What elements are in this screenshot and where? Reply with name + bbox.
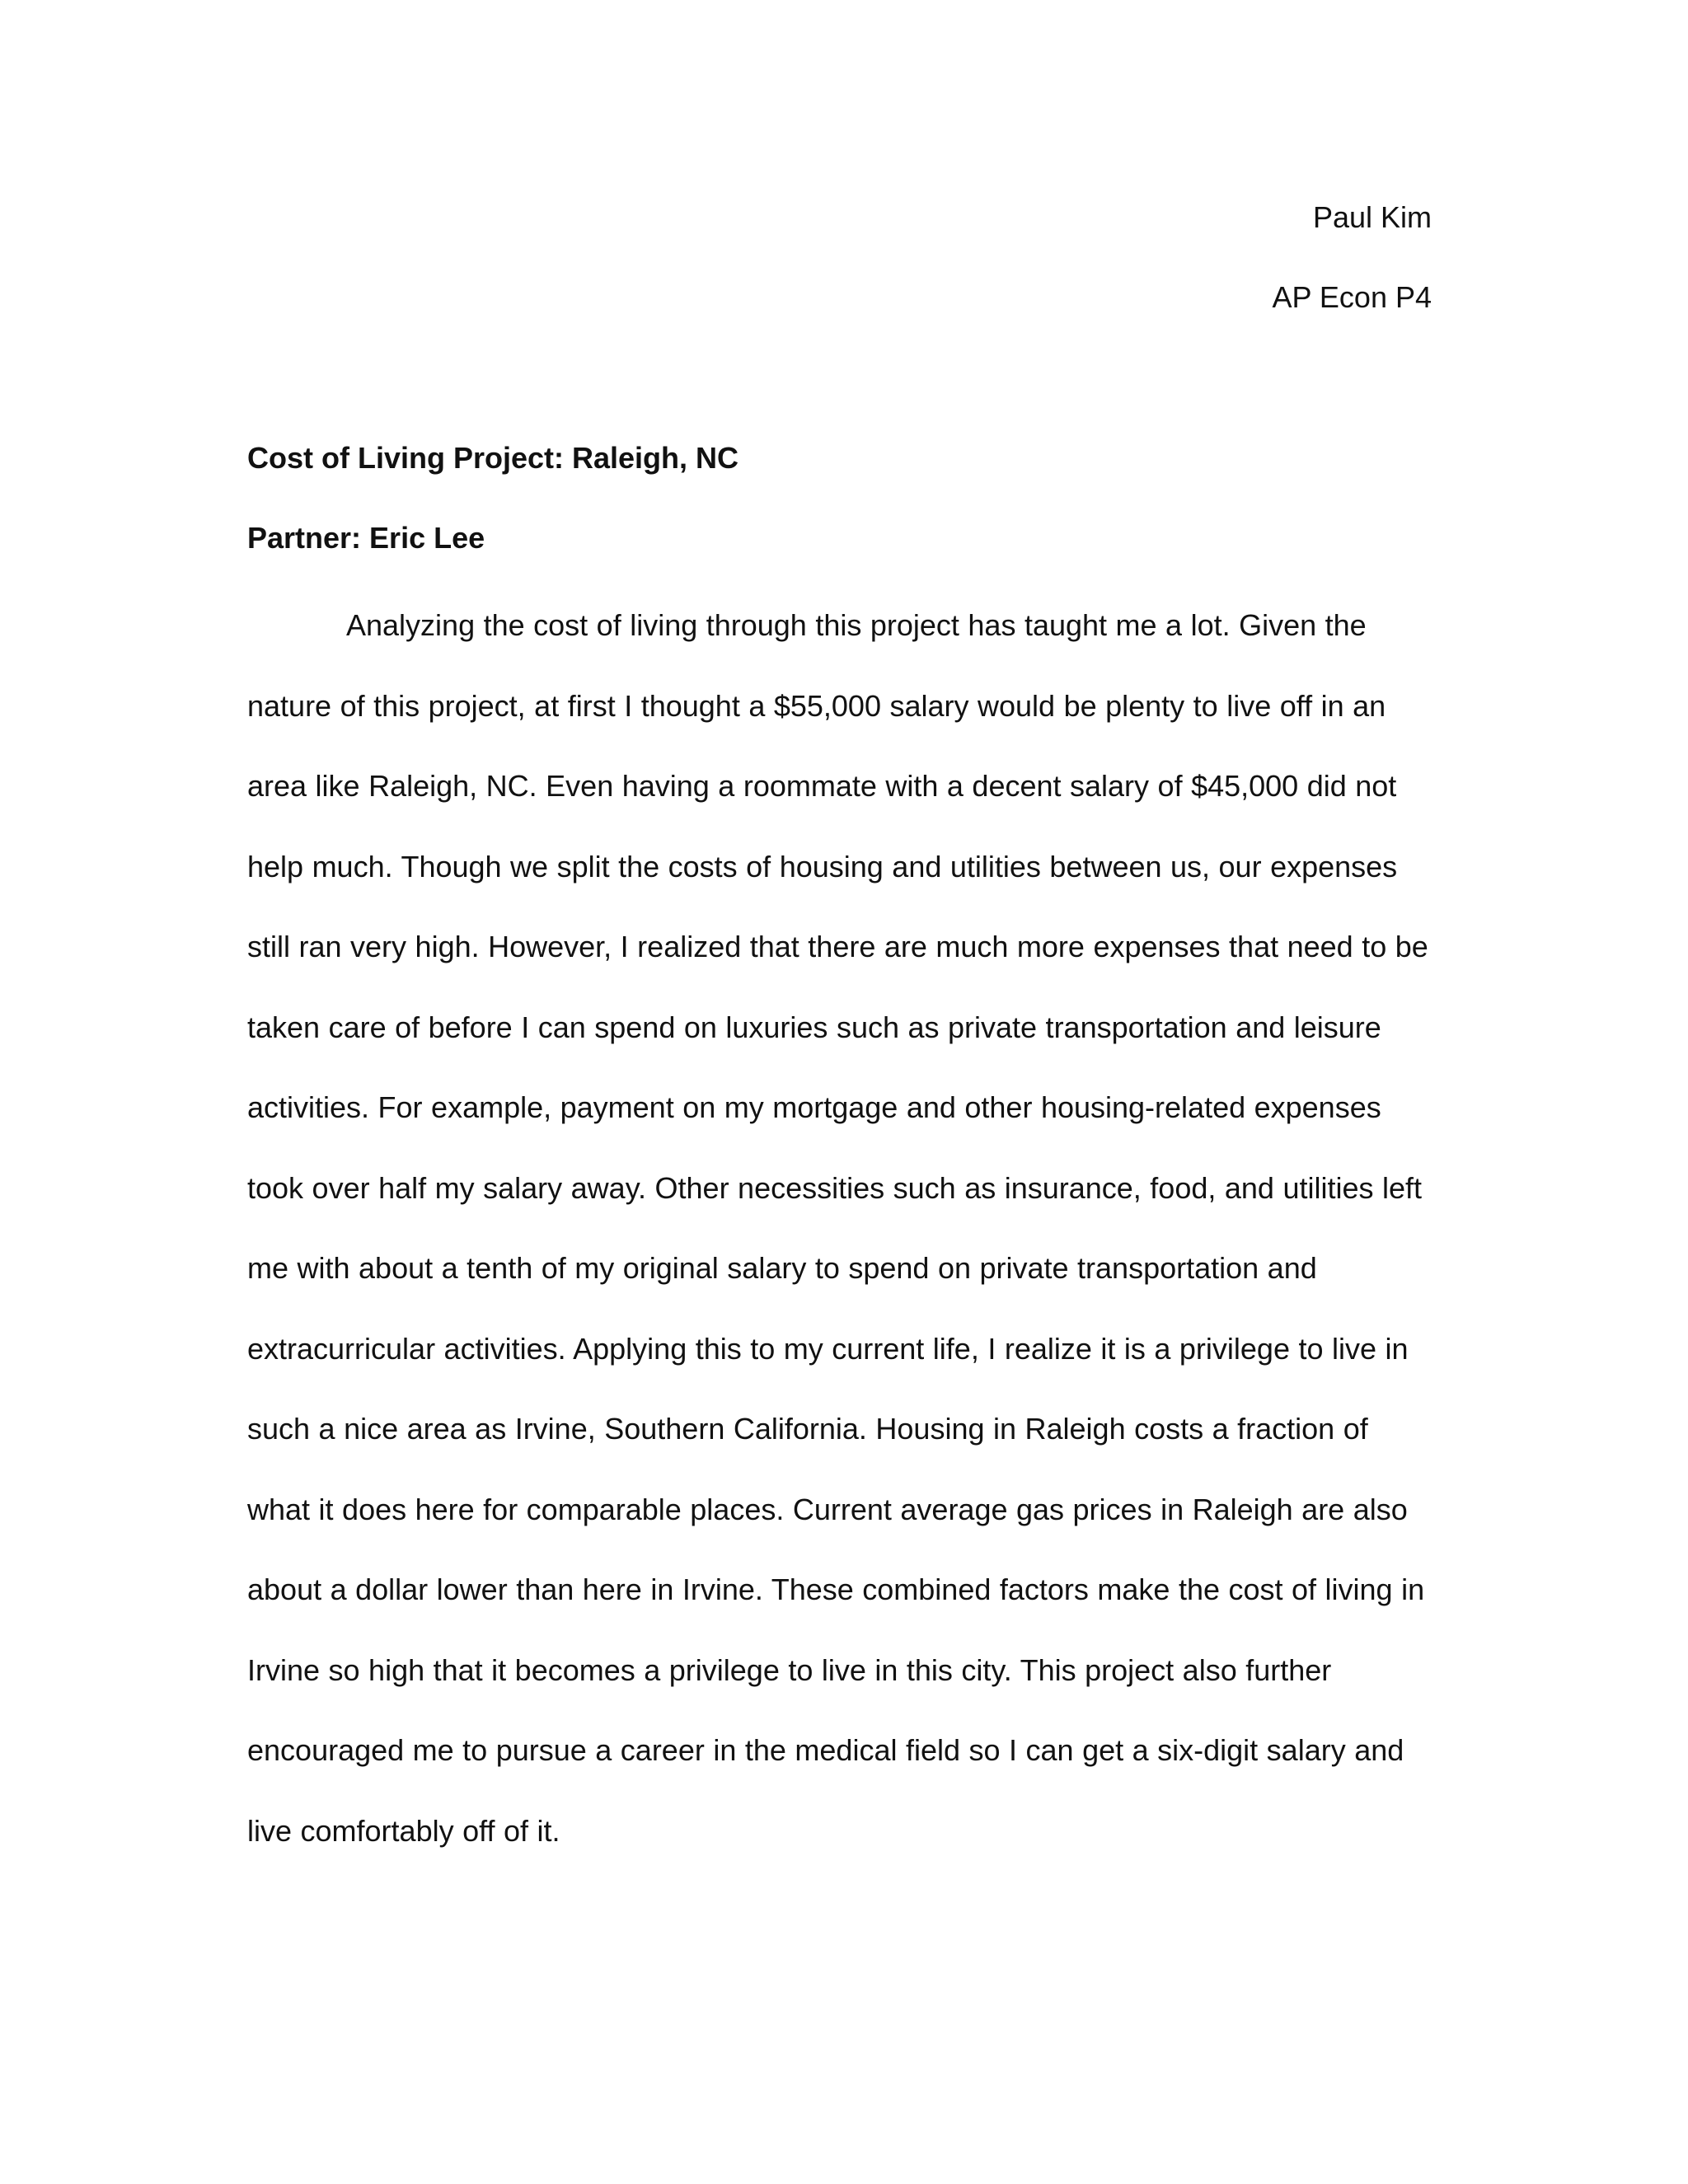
document-title: Cost of Living Project: Raleigh, NC bbox=[247, 441, 739, 475]
author-name: Paul Kim bbox=[1312, 200, 1432, 234]
body-paragraph: Analyzing the cost of living through this project has taught me a lot. Given the nature of this project, at first I thought a $55,000 salary would be plenty to live off in an area like Raleigh, NC. Even having a roommate with a decent salary of $45,000 did not help much. Though we split the costs of housing and utilities between us, our expenses still ran very high. However, I realized that there are much more expenses that need to be taken care of before I can spend on luxuries such as private transportation and leisure activities. For example, payment on my mortgage and other housing-related expenses took over half my salary away. Other necessities such as insurance, food, and utilities left me with about a tenth of my original salary to spend on private transportation and extracurricular activities. Applying this to my current life, I realize it is a privilege to live in such a nice area as Irvine, Southern California. Housing in Raleigh costs a fraction of what it does here for comparable places. Current average gas prices in Raleigh are also about a dollar lower than here in Irvine. These combined factors make the cost of living in Irvine so high that it becomes a privilege to live in this city. This project also further encouraged me to pursue a career in the medical field so I can get a six-digit salary and live comfortably off of it. bbox=[247, 608, 1428, 1848]
partner-line: Partner: Eric Lee bbox=[247, 521, 485, 555]
course-name: AP Econ P4 bbox=[1272, 280, 1432, 314]
